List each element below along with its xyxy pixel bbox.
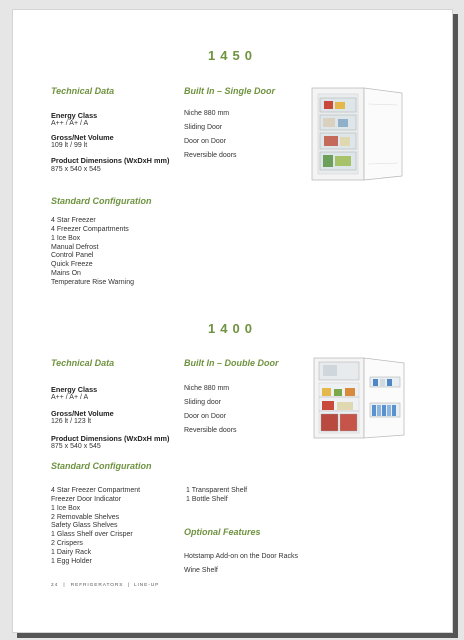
list-item: Hotstamp Add-on on the Door Racks xyxy=(184,553,299,560)
model-number: 1400 xyxy=(208,321,257,336)
list-item: Manual Defrost xyxy=(51,243,99,251)
standard-configuration-heading: Standard Configuration xyxy=(51,196,152,206)
spec-value: A++ / A+ / A xyxy=(51,394,89,401)
list-item: Niche 880 mm xyxy=(184,385,230,392)
standard-configuration-list-continued xyxy=(186,487,247,505)
list-item: 1 Egg Holder xyxy=(51,557,92,565)
list-item: Control Panel xyxy=(51,252,94,260)
list-item: Reversible doors xyxy=(184,427,237,434)
list-item: 1 Ice Box xyxy=(51,234,81,242)
list-item: 1 Glass Shelf over Crisper xyxy=(51,531,133,539)
list-item: 1 Ice Box xyxy=(51,504,81,512)
footer-separator: | xyxy=(63,583,66,588)
list-item: Sliding door xyxy=(184,399,221,406)
spec-value: 109 lt / 99 lt xyxy=(51,142,88,149)
list-item: Safety Glass Shelves xyxy=(51,522,118,530)
product-type-heading: Built In – Double Door xyxy=(184,358,279,368)
page-footer xyxy=(51,583,159,588)
list-item: 1 Bottle Shelf xyxy=(186,495,228,503)
page-number: 24 xyxy=(51,583,59,588)
list-item: Sliding Door xyxy=(184,124,223,131)
product-type-list xyxy=(184,382,237,438)
list-item: Quick Freeze xyxy=(51,261,93,269)
optional-features-list xyxy=(184,550,298,578)
product-type-heading: Built In – Single Door xyxy=(184,86,276,96)
standard-configuration-list xyxy=(51,487,140,567)
list-item: Niche 880 mm xyxy=(184,110,230,117)
spec-label: Product Dimensions (WxDxH mm) xyxy=(51,156,170,165)
standard-configuration-heading: Standard Configuration xyxy=(51,461,152,471)
model-number: 1450 xyxy=(208,48,257,63)
list-item: 4 Star Freezer xyxy=(51,217,96,224)
product-type-list xyxy=(184,107,237,163)
list-item: Temperature Rise Warning xyxy=(51,278,134,286)
list-item: Freezer Door Indicator xyxy=(51,495,122,503)
footer-separator: | xyxy=(127,583,130,588)
list-item: Mains On xyxy=(51,270,81,278)
list-item: Wine Shelf xyxy=(184,567,218,574)
spec-value: 875 x 540 x 545 xyxy=(51,166,101,173)
single-door-fridge-image xyxy=(308,84,408,186)
list-item: Door on Door xyxy=(184,138,227,145)
footer-section: REFRIGERATORS xyxy=(70,583,124,588)
list-item: 4 Freezer Compartments xyxy=(51,225,129,233)
technical-data-heading: Technical Data xyxy=(51,86,115,96)
spec-value: 126 lt / 123 lt xyxy=(51,418,92,425)
list-item: 2 Removable Shelves xyxy=(51,513,120,521)
spec-label: Energy Class xyxy=(51,111,98,120)
spec-label: Gross/Net Volume xyxy=(51,133,114,142)
list-item: 2 Crispers xyxy=(51,540,83,548)
spec-value: 875 x 540 x 545 xyxy=(51,443,101,450)
footer-subsection: LINE-UP xyxy=(133,583,160,588)
list-item: Door on Door xyxy=(184,413,227,420)
spec-value: A++ / A+ / A xyxy=(51,120,89,127)
brochure-page xyxy=(12,9,453,633)
technical-data-heading: Technical Data xyxy=(51,358,115,368)
list-item: Reversible doors xyxy=(184,152,237,159)
list-item: 1 Transparent Shelf xyxy=(186,487,248,494)
spec-label: Energy Class xyxy=(51,385,98,394)
list-item: 1 Dairy Rack xyxy=(51,548,92,556)
spec-label: Product Dimensions (WxDxH mm) xyxy=(51,434,170,443)
spec-label: Gross/Net Volume xyxy=(51,409,114,418)
list-item: 4 Star Freezer Compartment xyxy=(51,487,141,494)
double-door-fridge-image xyxy=(310,355,410,441)
standard-configuration-list xyxy=(51,217,134,288)
optional-features-heading: Optional Features xyxy=(184,527,261,537)
